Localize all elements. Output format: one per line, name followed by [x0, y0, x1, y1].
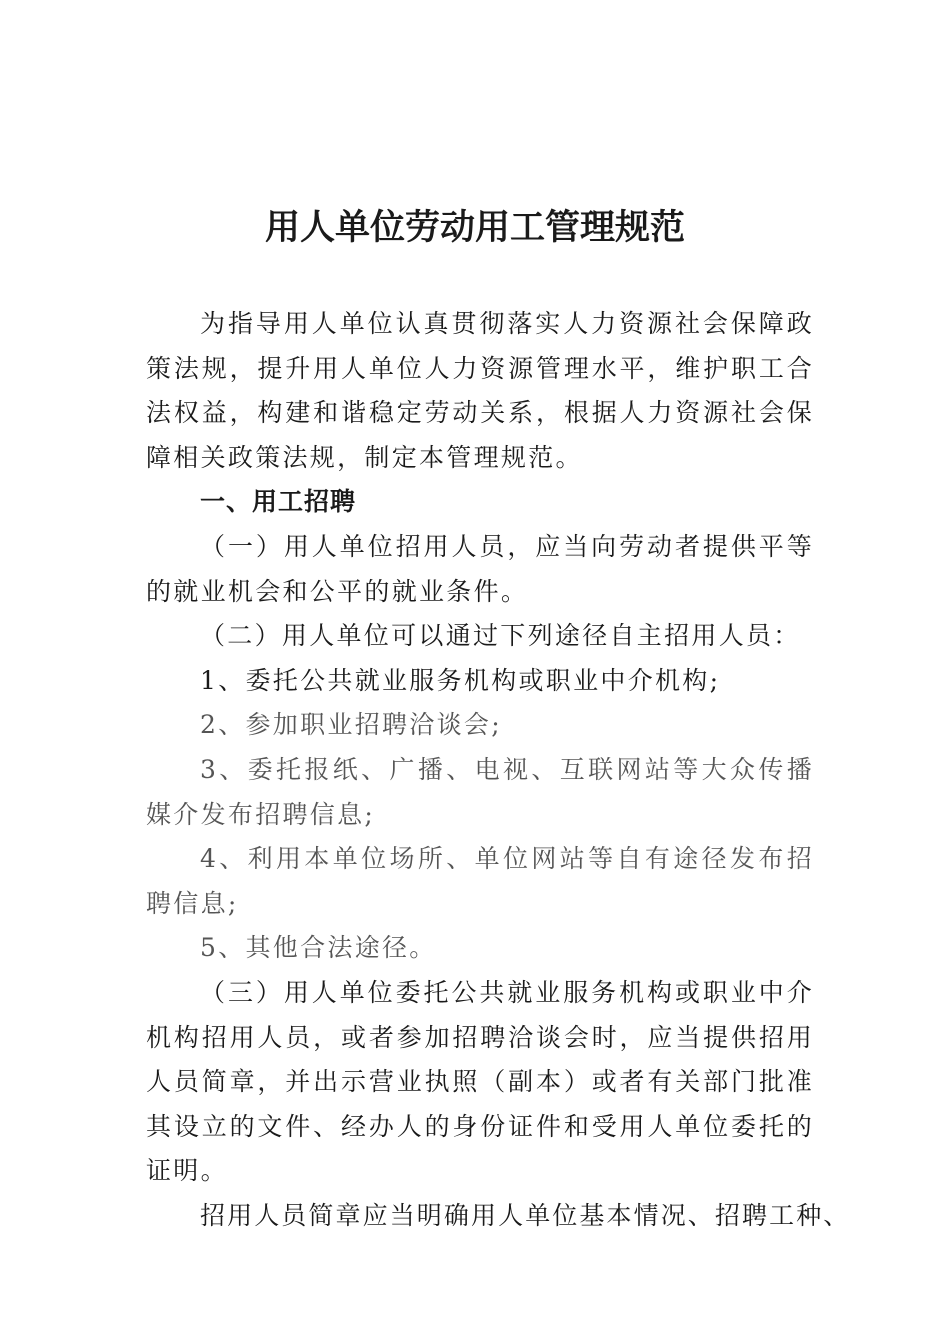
clause-paragraph: （一）用人单位招用人员，应当向劳动者提供平等的就业机会和公平的就业条件。	[146, 531, 814, 606]
list-item: 4、利用本单位场所、单位网站等自有途径发布招聘信息;	[146, 844, 814, 918]
list-item: 5、其他合法途径。	[200, 933, 437, 963]
intro-paragraph: 为指导用人单位认真贯彻落实人力资源社会保障政策法规，提升用人单位人力资源管理水平，维护职工合法权益，构建和谐稳定劳动关系，根据人力资源社会保障相关政策法规，制定本管理规范。	[146, 309, 814, 472]
list-item: 1、委托公共就业服务机构或职业中介机构;	[200, 665, 721, 695]
body-paragraph: 招用人员简章应当明确用人单位基本情况、招聘工种、	[200, 1200, 851, 1230]
clause-paragraph: （二）用人单位可以通过下列途径自主招用人员：	[200, 621, 801, 651]
section-heading: 一、用工招聘	[200, 487, 357, 517]
document-title: 用人单位劳动用工管理规范	[264, 208, 685, 248]
list-item: 3、委托报纸、广播、电视、互联网站等大众传播媒介发布招聘信息;	[146, 754, 814, 829]
list-item: 2、参加职业招聘洽谈会;	[200, 710, 502, 740]
document-body	[146, 302, 851, 1238]
clause-paragraph: （三）用人单位委托公共就业服务机构或职业中介机构招用人员，或者参加招聘洽谈会时，应当提供招用人员简章，并出示营业执照（副本）或者有关部门批准其设立的文件、经办人的身份证件和受用人单位委托的证明。	[146, 977, 814, 1186]
